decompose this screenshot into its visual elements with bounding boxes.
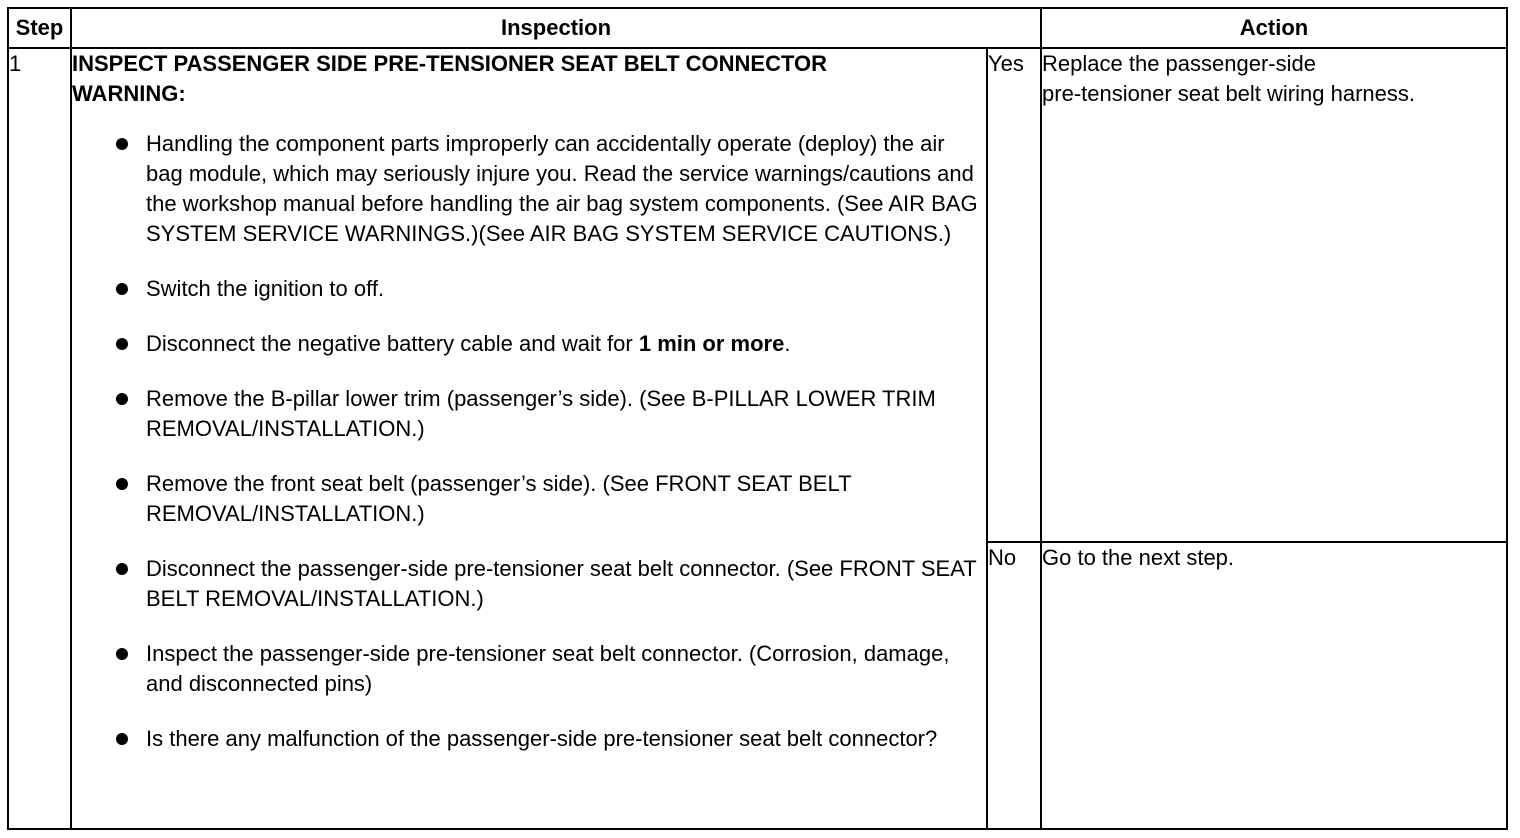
bullet-dot-icon — [116, 393, 128, 405]
bullet-dot-icon — [116, 338, 128, 350]
warning-label: WARNING: — [72, 81, 186, 106]
list-item — [72, 384, 986, 444]
list-item — [72, 724, 986, 754]
list-item — [72, 469, 986, 529]
battery-text-prefix: Disconnect the negative battery cable and wait for — [146, 331, 639, 356]
list-item — [72, 639, 986, 699]
bullet-dot-icon — [116, 648, 128, 660]
step-number: 1 — [8, 48, 71, 829]
bullet-dot-icon — [116, 138, 128, 150]
bullet-text: Is there any malfunction of the passenger-side pre-tensioner seat belt connector? — [146, 726, 938, 751]
step-row-yes — [8, 48, 1507, 542]
inspection-column-header: Inspection — [71, 8, 1041, 48]
battery-text-suffix: . — [784, 331, 791, 356]
bullet-dot-icon — [116, 733, 128, 745]
bullet-dot-icon — [116, 283, 128, 295]
step-column-header: Step — [8, 8, 71, 48]
diagnostic-procedure-sheet — [7, 7, 1506, 830]
battery-wait-time: 1 min or more — [638, 331, 785, 356]
no-action: Go to the next step. — [1041, 542, 1507, 829]
no-label: No — [987, 542, 1041, 829]
bullet-text: Disconnect the passenger-side pre-tensioner seat belt connector. (See FRONT SEAT BELT REMOVAL/INSTALLATION.) — [146, 556, 977, 611]
bullet-text: Remove the B-pillar lower trim (passenger’s side). (See B-PILLAR LOWER TRIM REMOVAL/INSTALLATION.) — [146, 386, 936, 441]
diagnostic-table — [7, 7, 1508, 830]
inspection-title — [72, 49, 986, 109]
bullet-text: Handling the component parts improperly can accidentally operate (deploy) the air bag module, which may seriously injure you. Read the service warnings/cautions and the workshop manual before handling the air bag system components. (See AIR BAG SYSTEM SERVICE WARNINGS.)(See AIR BAG SYSTEM SERVICE CAUTIONS.) — [146, 131, 978, 246]
bullet-text — [146, 331, 790, 356]
yes-action — [1041, 48, 1507, 542]
bullet-dot-icon — [116, 478, 128, 490]
bullet-dot-icon — [116, 563, 128, 575]
yes-action-line2: pre-tensioner seat belt wiring harness. — [1042, 81, 1415, 106]
list-item — [72, 329, 986, 359]
yes-action-line1: Replace the passenger-side — [1042, 51, 1316, 76]
action-column-header: Action — [1041, 8, 1507, 48]
inspection-bullet-list — [72, 129, 986, 754]
inspection-cell — [71, 48, 987, 829]
bullet-text: Switch the ignition to off. — [146, 276, 385, 301]
inspection-title-line1: INSPECT PASSENGER SIDE PRE-TENSIONER SEAT BELT CONNECTOR — [72, 51, 828, 76]
list-item — [72, 129, 986, 249]
list-item — [72, 274, 986, 304]
header-row — [8, 8, 1507, 48]
bullet-text: Remove the front seat belt (passenger’s side). (See FRONT SEAT BELT REMOVAL/INSTALLATION.) — [146, 471, 852, 526]
list-item — [72, 554, 986, 614]
yes-label: Yes — [987, 48, 1041, 542]
bullet-text: Inspect the passenger-side pre-tensioner seat belt connector. (Corrosion, damage, and disconnected pins) — [146, 641, 950, 696]
